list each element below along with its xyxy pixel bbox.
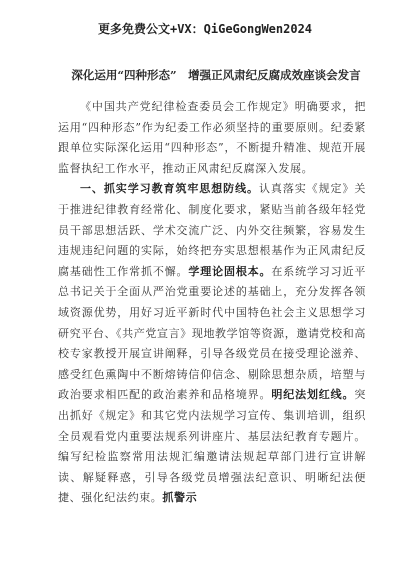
section-1-text-3: 突出抓好《规定》和其它党内法规学习宣传、集训培训，组织全员观看党内重要法规系列讲座片、基层法纪教育专题片。编写纪检监察常用法规汇编邀请法规起草部门进行宣讲解读、解疑释惑，引导各级党员增强法纪意识、明晰纪法便捷、强化纪法约束。 (58, 388, 366, 505)
document-body (58, 97, 366, 509)
section-1-bold-2: 明纪法划红线。 (271, 388, 355, 402)
page-header: 更多免费公文+VX：QiGeGongWen2024 (97, 22, 313, 36)
intro-paragraph: 《中国共产党纪律检查委员会工作规定》明确要求，把运用“四种形态”作为纪委工作必须坚持的重要原则。纪委紧跟单位实际深化运用“四种形态”，不断提升精准、规范开展监督执纪工作水平，推动正风肃纪反腐深入发展。 (58, 100, 366, 175)
section-1-paragraph (58, 179, 366, 509)
section-1-bold-1: 学理论固根本。 (188, 264, 272, 278)
document-title: 深化运用“四种形态” 增强正风肃纪反腐成效座谈会发言 (71, 68, 361, 82)
section-1-text-2: 在系统学习习近平总书记关于全面从严治党重要论述的基础上，充分发挥各领域资源优势，用好习近平新时代中国特色社会主义思想学习研究平台、《共产党宣言》现地教学馆等资源，邀请党校和高校专家教授开展宣讲阐释，引导各级党员在接受理论滋养、感受红色熏陶中不断熔铸信仰信念、剔除思想杂质，培塑与政治要求相匹配的政治素养和品格境界。 (58, 264, 366, 402)
section-1-text-1: 认真落实《规定》关于推进纪律教育经常化、制度化要求，紧贴当前各级年轻党员干部思想活跃、学术交流广泛、内外交往频繁，容易发生违规违纪问题的实际，始终把夯实思想根基作为正风肃纪反腐基础性工作常抓不懈。 (58, 182, 366, 278)
section-1-heading: 一、抓实学习教育筑牢思想防线。 (80, 182, 259, 196)
section-1-bold-3: 抓警示 (162, 491, 198, 505)
